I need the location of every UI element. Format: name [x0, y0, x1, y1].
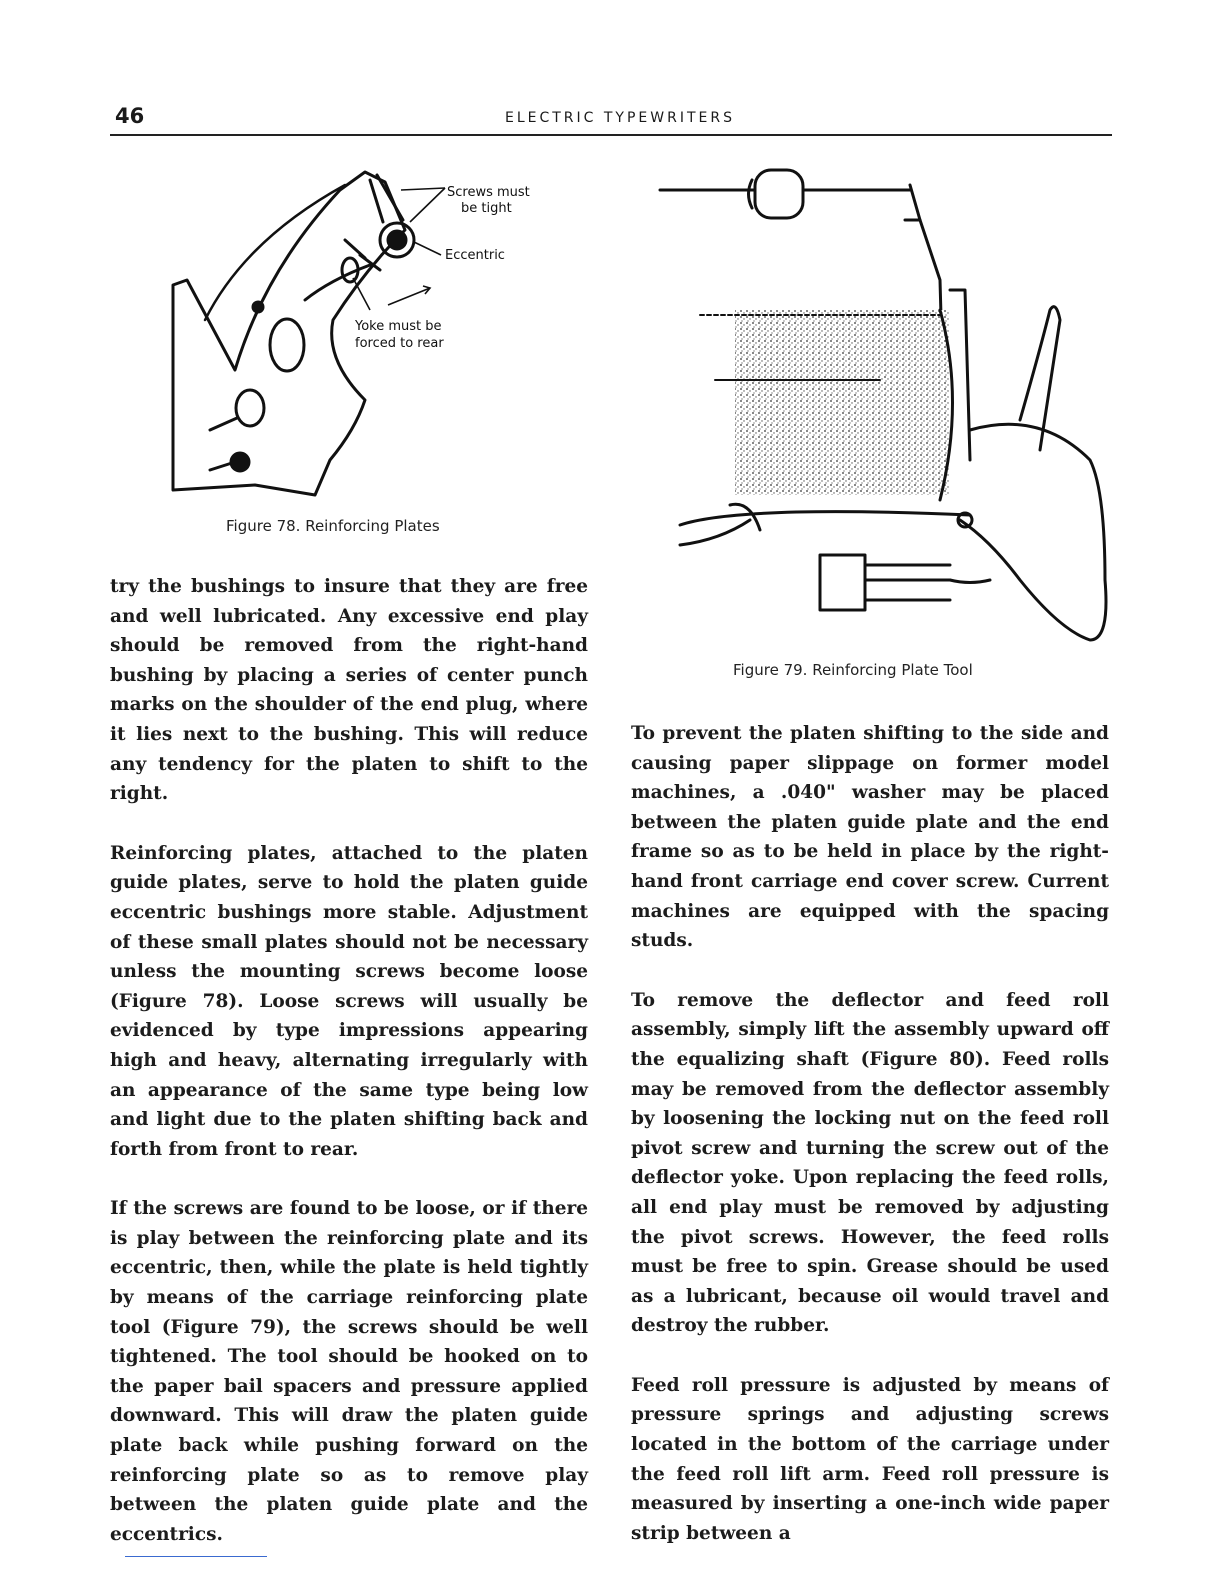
- callout-eccentric: Eccentric: [445, 248, 505, 263]
- right-paragraph-1: To prevent the platen shifting to the side and causing paper slippage on former model machines, a .040" washer may be placed between the platen guide plate and the end frame so as to be held in place by the right-hand front carriage end cover screw. Current machines are equipped with the spacing studs.: [631, 723, 1109, 952]
- figure-79-caption: Figure 79. Reinforcing Plate Tool: [733, 661, 973, 679]
- right-paragraph-3: Feed roll pressure is adjusted by means of pressure springs and adjusting screws located in the bottom of the carriage under the feed roll lift arm. Feed roll pressure is measured by inserting a one-inch wide paper strip between a: [631, 1374, 1109, 1544]
- footer-rule: [125, 1556, 267, 1557]
- left-paragraph-3: If the screws are found to be loose, or if there is play between the reinforcing plate and its eccentric, then, while the plate is held tightly by means of the carriage reinforcing plate tool (Figure 79), the screws should be well tightened. The tool should be hooked on to the paper bail spacers and pressure applied downward. This will draw the platen guide plate back while pushing forward on the reinforcing plate so as to remove play between the platen guide plate and the eccentrics.: [110, 1198, 588, 1545]
- callout-yoke-line2: forced to rear: [355, 336, 444, 351]
- running-title: ELECTRIC TYPEWRITERS: [504, 110, 735, 126]
- figure-78-caption: Figure 78. Reinforcing Plates: [226, 517, 440, 535]
- page-number: 46: [115, 104, 145, 128]
- right-column: [631, 719, 1109, 1548]
- right-paragraph-2: To remove the deflector and feed roll assembly, simply lift the assembly upward off the equalizing shaft (Figure 80). Feed rolls may be removed from the deflector assembly by loosening the locking nut on the feed roll pivot screw and turning the screw out of the deflector yoke. Upon replacing the feed rolls, all end play must be removed by adjusting the pivot screws. However, the feed rolls must be free to spin. Grease should be used as a lubricant, because oil would travel and destroy the rubber.: [631, 989, 1109, 1337]
- plate-tool-drawing: [660, 170, 1106, 640]
- left-paragraph-1: try the bushings to insure that they are free and well lubricated. Any excessive end play should be removed from the right-hand bushing by placing a series of center punch marks on the shoulder of the end plug, where it lies next to the bushing. This will reduce any tendency for the platen to shift to the right.: [110, 576, 588, 805]
- callout-screws-line1: Screws must: [447, 185, 530, 200]
- header-rule: [110, 134, 1112, 136]
- left-column: [110, 572, 588, 1549]
- left-paragraph-2: Reinforcing plates, attached to the platen guide plates, serve to hold the platen guide eccentric bushings more stable. Adjustment of these small plates should not be necessary unless the mounting screws become loose (Figure 78). Loose screws will usually be evidenced by type impressions appearing high and heavy, alternating irregularly with an appearance of the same type being low and light due to the platen shifting back and forth from front to rear.: [110, 842, 588, 1160]
- figure-79-illustration: [620, 160, 1120, 660]
- callout-screws-line2: be tight: [461, 201, 512, 216]
- callout-yoke-line1: Yoke must be: [355, 319, 442, 334]
- figure-78-illustration: [165, 160, 545, 505]
